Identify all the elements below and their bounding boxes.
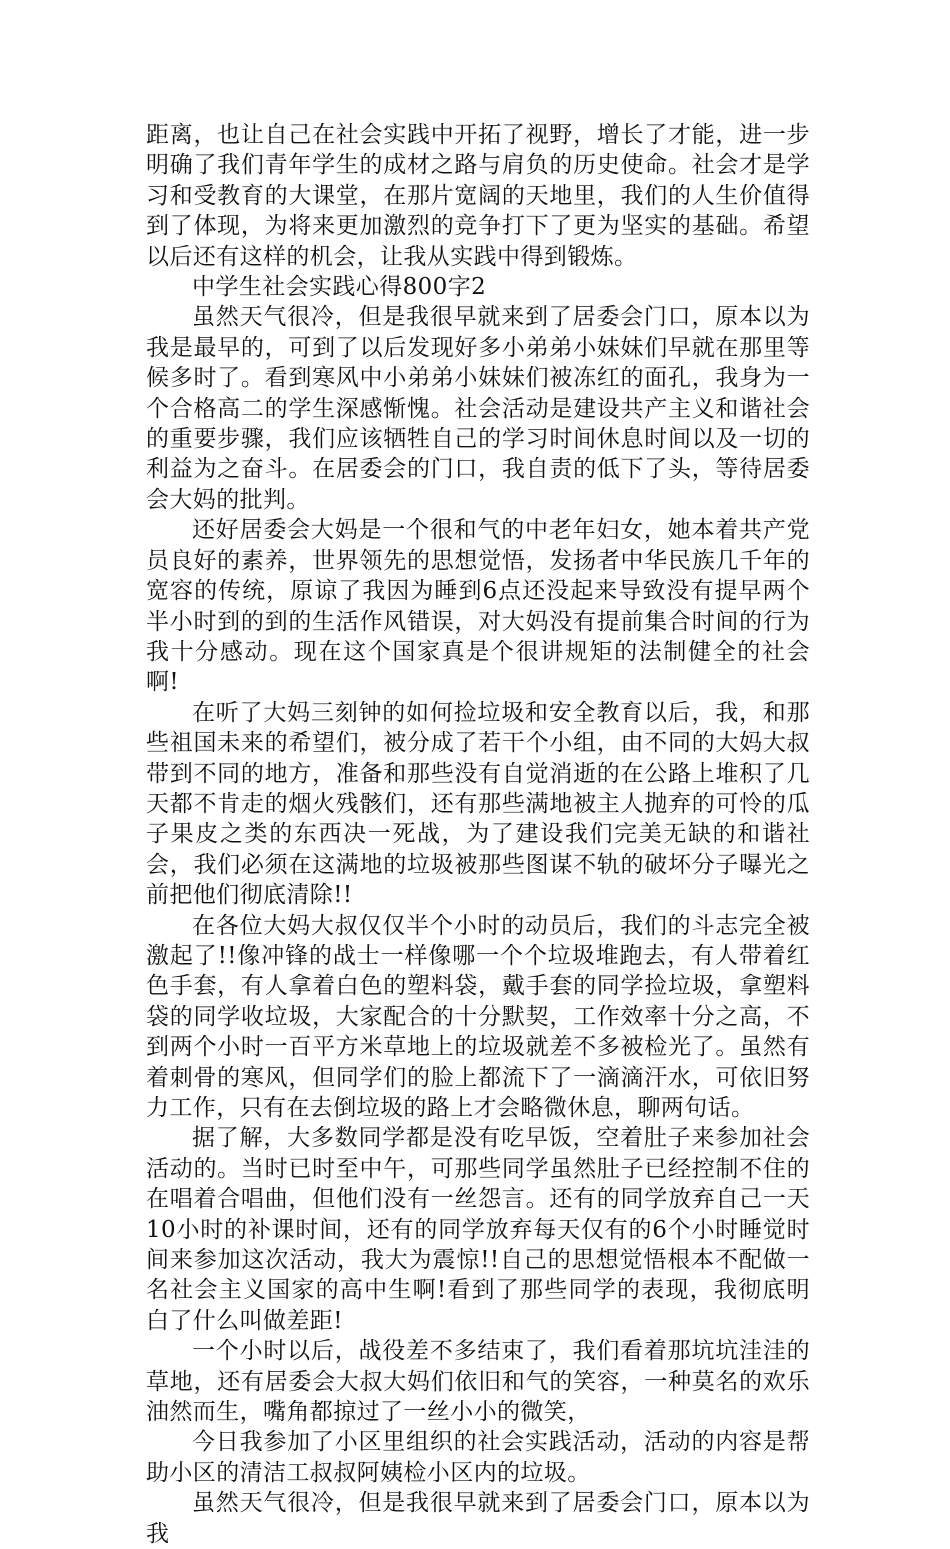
paragraph: 一个小时以后，战役差不多结束了，我们看着那坑坑洼洼的草地，还有居委会大叔大妈们依旧和气的笑容，一种莫名的欢乐油然而生，嘴角都掠过了一丝小小的微笑， (146, 1338, 810, 1426)
paragraph: 据了解，大多数同学都是没有吃早饭，空着肚子来参加社会活动的。当时已时至中午，可那些同学虽然肚子已经控制不住的在唱着合唱曲，但他们没有一丝怨言。还有的同学放弃自己一天10小时的补课时间，还有的同学放弃每天仅有的6个小时睡觉时间来参加这次活动，我大为震惊!!自己的思想觉悟根本不配做一名社会主义国家的高中生啊!看到了那些同学的表现，我彻底明白了什么叫做差距! (146, 1125, 810, 1334)
paragraph: 还好居委会大妈是一个很和气的中老年妇女，她本着共产党员良好的素养，世界领先的思想觉悟，发扬者中华民族几千年的宽容的传统，原谅了我因为睡到6点还没起来导致没有提早两个半小时到的到的生活作风错误，对大妈没有提前集合时间的行为我十分感动。现在这个国家真是个很讲规矩的法制健全的社会啊! (146, 517, 810, 696)
paragraph: 在各位大妈大叔仅仅半个小时的动员后，我们的斗志完全被激起了!!像冲锋的战士一样像哪一个个垃圾堆跑去，有人带着红色手套，有人拿着白色的塑料袋，戴手套的同学捡垃圾，拿塑料袋的同学收垃圾，大家配合的十分默契，工作效率十分之高，不到两个小时一百平方米草地上的垃圾就差不多被检光了。虽然有着刺骨的寒风，但同学们的脸上都流下了一滴滴汗水，可依旧努力工作，只有在去倒垃圾的路上才会略微休息，聊两句话。 (146, 912, 810, 1121)
section-heading: 中学生社会实践心得800字2 (192, 274, 487, 301)
paragraph-continued: 距离，也让自己在社会实践中开拓了视野，增长了才能，进一步明确了我们青年学生的成材之路与肩负的历史使命。社会才是学习和受教育的大课堂，在那片宽阔的天地里，我们的人生价值得到了体现，为将来更加激烈的竞争打下了更为坚实的基础。希望以后还有这样的机会，让我从实践中得到锻炼。 (146, 122, 810, 270)
paragraph: 今日我参加了小区里组织的社会实践活动，活动的内容是帮助小区的清洁工叔叔阿姨检小区内的垃圾。 (146, 1429, 810, 1486)
paragraph-truncated: 虽然天气很冷，但是我很早就来到了居委会门口，原本以为我 (146, 1490, 810, 1547)
paragraph: 在听了大妈三刻钟的如何捡垃圾和安全教育以后，我，和那些祖国未来的希望们，被分成了若干个小组，由不同的大妈大叔带到不同的地方，准备和那些没有自觉消逝的在公路上堆积了几天都不肯走的烟火残骸们，还有那些满地被主人抛弃的可怜的瓜子果皮之类的东西决一死战，为了建设我们完美无缺的和谐社会，我们必须在这满地的垃圾被那些图谋不轨的破坏分子曝光之前把他们彻底清除!! (146, 699, 810, 909)
document-body (146, 120, 810, 1549)
paragraph: 虽然天气很冷，但是我很早就来到了居委会门口，原本以为我是最早的，可到了以后发现好多小弟弟小妹妹们早就在那里等候多时了。看到寒风中小弟弟小妹妹们被冻红的面孔，我身为一个合格高二的学生深感惭愧。社会活动是建设共产主义和谐社会的重要步骤，我们应该牺牲自己的学习时间休息时间以及一切的利益为之奋斗。在居委会的门口，我自责的低下了头，等待居委会大妈的批判。 (146, 304, 810, 513)
